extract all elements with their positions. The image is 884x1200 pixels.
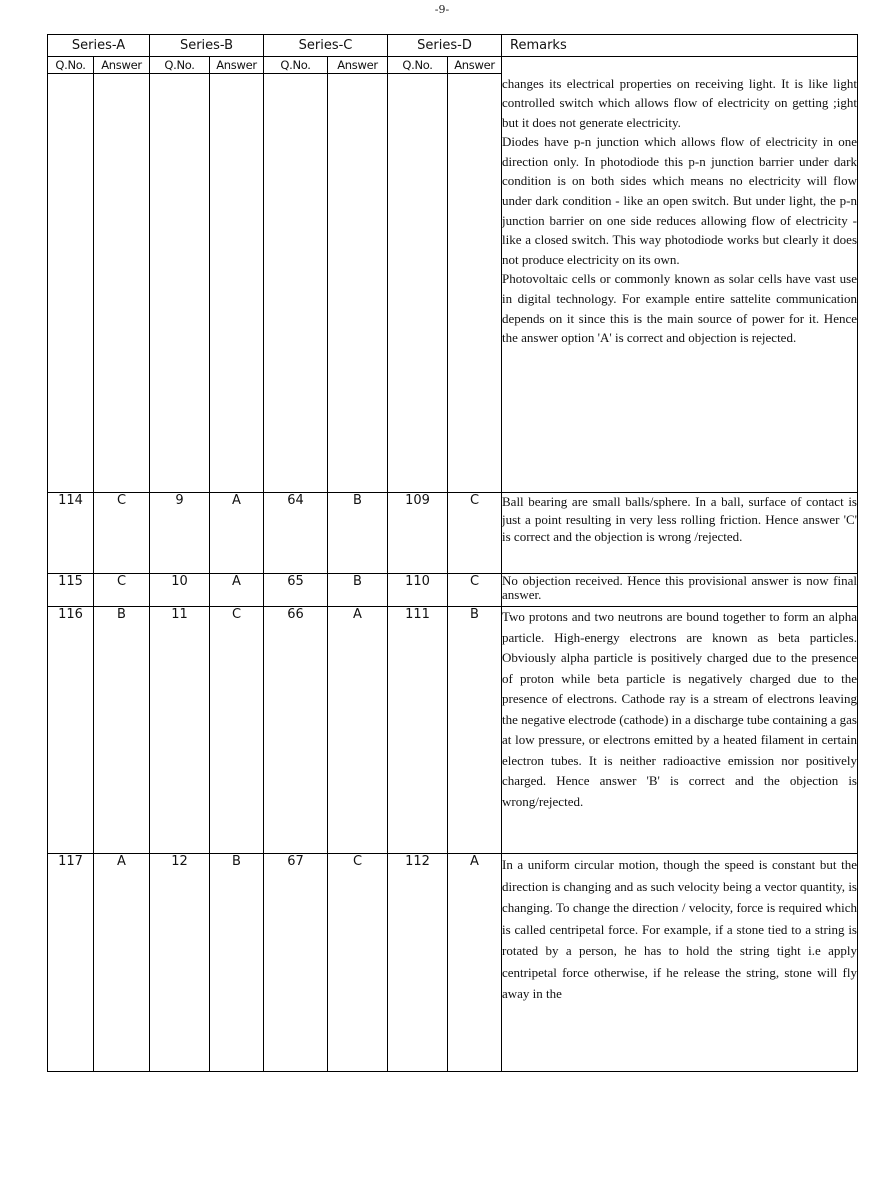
series-a-qno: 115 [48,574,94,607]
answer-key-table [47,34,858,1072]
remark-text: Two protons and two neutrons are bound together to form an alpha particle. High-energy electrons are known as beta particles. Obviously alpha particle is positively charged due to the presence of proton while beta particle is negatively charged due to the presence of electrons. Cathode ray is a stream of electrons leaving the negative electrode (cathode) in a discharge tube containing a gas at low pressure, or electrons emitted by a heated filament in certain electron tubes. It is neither radioactive emission nor positively charged. Hence answer 'B' is correct and the objection is wrong/rejected. [502,607,858,854]
series-d-answer: C [448,574,502,607]
series-c-qno: 66 [264,607,328,854]
series-d-header: Series-D [388,35,502,57]
series-c-answer: B [328,574,388,607]
series-b-qno: 11 [150,607,210,854]
series-b-answer: C [210,607,264,854]
series-c-qno-header: Q.No. [264,57,328,74]
series-b-qno: 10 [150,574,210,607]
remark-paragraph: Diodes have p-n junction which allows flow of electricity in one direction only. In photodiode this p-n junction barrier under dark condition is on both sides which means no electricity will flow under dark condition - like an open switch. But under light, the p-n junction barrier on one side reduces allowing flow of electricity - like a closed switch. This way photodiode works but clearly it does not produce electricity on its own. [502,134,857,267]
series-b-answer: B [210,854,264,1072]
table-row [48,493,858,574]
series-a-answer-header: Answer [94,57,150,74]
series-d-answer: B [448,607,502,854]
series-d-qno-header: Q.No. [388,57,448,74]
remark-text: In a uniform circular motion, though the speed is constant but the direction is changing and as such velocity being a vector quantity, is changing. To change the direction / velocity, force is required which is called centripetal force. For example, if a stone tied to a string is rotated by a person, he has to hold the string tight i.e apply centripetal force otherwise, if he release the string, stone will fly away in the [502,854,858,1072]
series-a-qno-header: Q.No. [48,57,94,74]
table-row [48,854,858,1072]
series-a-answer: A [94,854,150,1072]
series-c-answer-header: Answer [328,57,388,74]
series-a-answer: C [94,493,150,574]
series-c-qno: 65 [264,574,328,607]
series-b-qno-header: Q.No. [150,57,210,74]
series-d-qno: 112 [388,854,448,1072]
remarks-subheader-blank [502,57,858,74]
series-d-qno: 109 [388,493,448,574]
series-c-qno: 64 [264,493,328,574]
remark-text: Ball bearing are small balls/sphere. In a ball, surface of contact is just a point resulting in very less rolling friction. Hence answer 'C' is correct and the objection is wrong /rejected. [502,493,858,574]
remark-text: No objection received. Hence this provisional answer is now final answer. [502,574,858,607]
series-a-header: Series-A [48,35,150,57]
series-c-answer: B [328,493,388,574]
series-b-header: Series-B [150,35,264,57]
table-row [48,574,858,607]
remark-paragraph: changes its electrical properties on receiving light. It is like light controlled switch which allows flow of electricity on getting ;ight but it does not generate electricity. [502,75,857,130]
series-c-answer: A [328,607,388,854]
table-row-continued [48,74,858,493]
series-d-answer-header: Answer [448,57,502,74]
remark-paragraph: Photovoltaic cells or commonly known as solar cells have vast use in digital technology. For example entire sattelite communication depends on it since this is the main source of power for it. Hence the answer option 'A' is correct and objection is rejected. [502,271,857,346]
table-row [48,607,858,854]
series-d-qno: 111 [388,607,448,854]
series-c-header: Series-C [264,35,388,57]
series-a-qno: 114 [48,493,94,574]
column-subheader-row [48,57,858,74]
series-b-qno: 9 [150,493,210,574]
remarks-header: Remarks [502,35,858,57]
series-header-row [48,35,858,57]
series-d-answer: A [448,854,502,1072]
series-d-answer: C [448,493,502,574]
series-b-qno: 12 [150,854,210,1072]
series-a-answer: B [94,607,150,854]
series-c-answer: C [328,854,388,1072]
page-number: -9- [434,3,450,16]
series-a-qno: 117 [48,854,94,1072]
series-a-qno: 116 [48,607,94,854]
series-a-answer: C [94,574,150,607]
series-b-answer: A [210,574,264,607]
series-c-qno: 67 [264,854,328,1072]
series-d-qno: 110 [388,574,448,607]
remark-continued [502,74,858,493]
series-b-answer-header: Answer [210,57,264,74]
series-b-answer: A [210,493,264,574]
